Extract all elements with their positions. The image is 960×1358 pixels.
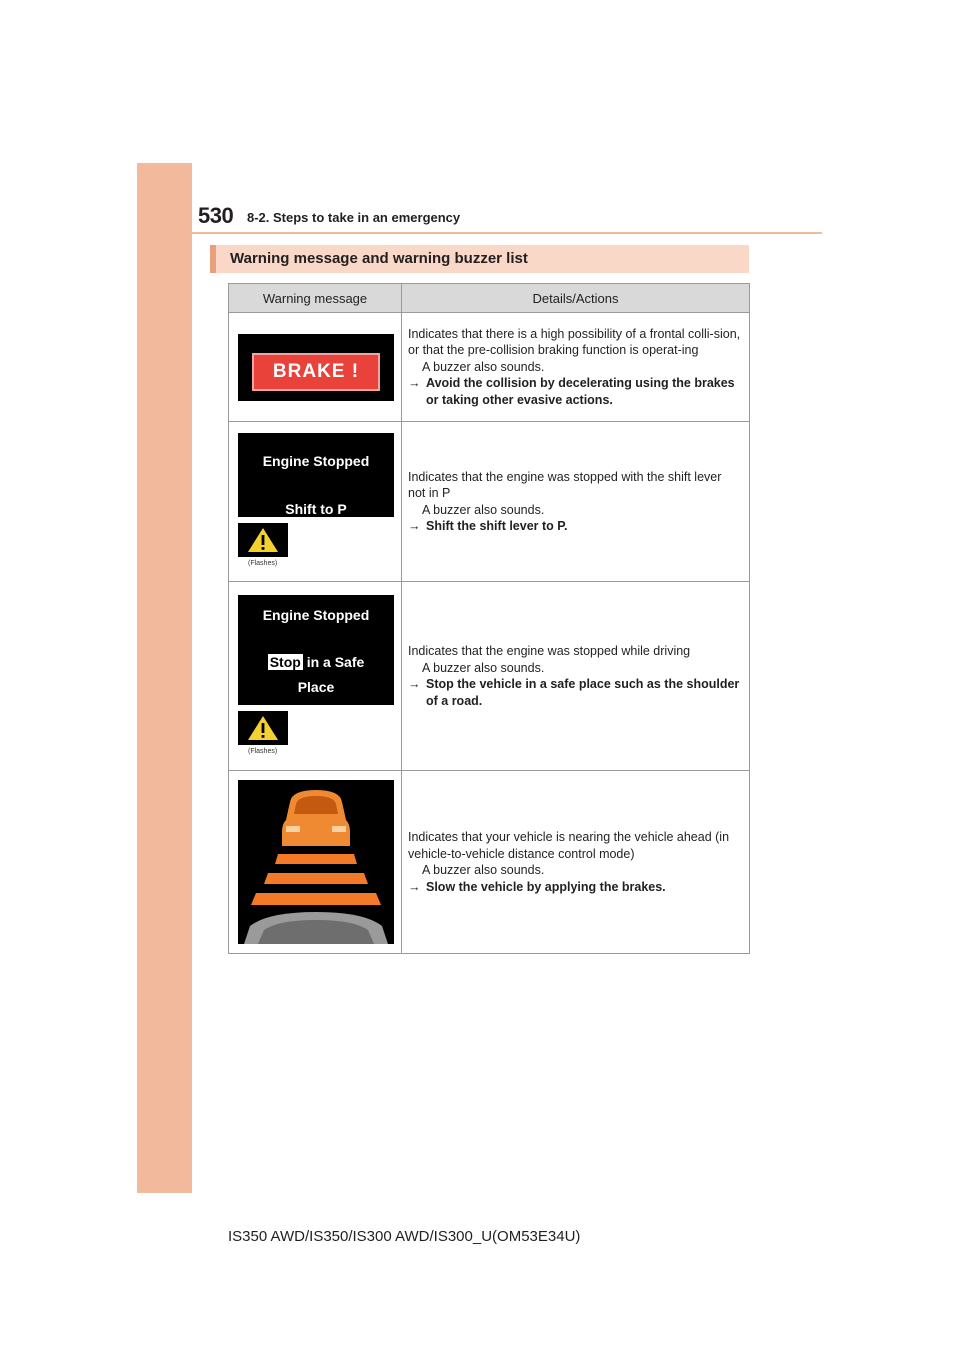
buzzer-note: A buzzer also sounds. bbox=[422, 660, 545, 675]
warning-triangle-icon bbox=[238, 523, 288, 557]
engine-stopped-safe-place-display bbox=[238, 595, 394, 705]
details-cell bbox=[402, 313, 750, 422]
display-line: Engine Stopped bbox=[262, 607, 370, 623]
section-heading: Warning message and warning buzzer list bbox=[230, 250, 528, 267]
warning-image-cell bbox=[229, 771, 402, 954]
warning-image-cell bbox=[229, 313, 402, 422]
flashes-label: (Flashes) bbox=[248, 560, 278, 567]
details-cell bbox=[402, 422, 750, 582]
brake-warning-text: BRAKE ! bbox=[252, 353, 380, 391]
vehicle-distance-icon bbox=[238, 780, 394, 944]
flashes-label: (Flashes) bbox=[248, 748, 278, 755]
arrow-icon: → bbox=[408, 376, 421, 391]
warning-table bbox=[228, 283, 750, 954]
action-text: Stop the vehicle in a safe place such as the shoulder of a road. bbox=[426, 677, 740, 708]
section-heading-bar bbox=[210, 245, 749, 273]
details-cell bbox=[402, 771, 750, 954]
table-row bbox=[229, 422, 750, 582]
warning-image-cell bbox=[229, 582, 402, 771]
vehicle-distance-display bbox=[238, 780, 394, 944]
display-highlight-word: Stop bbox=[269, 654, 301, 670]
action-text: Avoid the collision by decelerating using the brakes or taking other evasive actions. bbox=[426, 376, 735, 407]
row-description: Indicates that there is a high possibility of a frontal colli-sion, or that the pre-collision braking function is operat-ing bbox=[408, 326, 741, 358]
action-line bbox=[408, 676, 741, 709]
buzzer-note: A buzzer also sounds. bbox=[422, 502, 545, 517]
arrow-icon: → bbox=[408, 677, 421, 691]
warning-triangle-icon bbox=[238, 711, 288, 745]
action-line bbox=[408, 375, 741, 408]
table-row bbox=[229, 582, 750, 771]
arrow-icon: → bbox=[408, 879, 421, 894]
side-margin-bar bbox=[137, 163, 192, 1193]
warning-image-cell bbox=[229, 422, 402, 582]
display-line: Shift to P bbox=[285, 501, 347, 517]
display-line bbox=[238, 654, 394, 670]
buzzer-note: A buzzer also sounds. bbox=[422, 359, 545, 374]
header-rule bbox=[192, 232, 822, 234]
action-line bbox=[408, 518, 741, 535]
page-number: 530 bbox=[198, 203, 234, 228]
col-header-details-actions: Details/Actions bbox=[402, 284, 750, 313]
display-line: Place bbox=[297, 679, 335, 695]
action-text: Slow the vehicle by applying the brakes. bbox=[426, 879, 666, 894]
row-description: Indicates that your vehicle is nearing the vehicle ahead (in vehicle-to-vehicle distance control mode) bbox=[408, 830, 730, 861]
buzzer-note: A buzzer also sounds. bbox=[422, 863, 545, 877]
action-text: Shift the shift lever to P. bbox=[426, 519, 568, 533]
row-description: Indicates that the engine was stopped while driving bbox=[408, 644, 691, 658]
details-cell bbox=[402, 582, 750, 771]
footer-model-code: IS350 AWD/IS350/IS300 AWD/IS300_U(OM53E34U) bbox=[228, 1228, 581, 1245]
table-header-row bbox=[229, 284, 750, 313]
display-line: Engine Stopped bbox=[262, 453, 370, 469]
brake-warning-display bbox=[238, 334, 394, 401]
engine-stopped-display bbox=[238, 433, 394, 517]
row-description: Indicates that the engine was stopped with the shift lever not in P bbox=[408, 469, 722, 500]
section-title: 8-2. Steps to take in an emergency bbox=[247, 210, 461, 225]
col-header-warning-message: Warning message bbox=[229, 284, 402, 313]
table-row bbox=[229, 313, 750, 422]
arrow-icon: → bbox=[408, 519, 421, 533]
display-word: in a Safe bbox=[306, 654, 365, 670]
action-line bbox=[408, 879, 741, 896]
table-row bbox=[229, 771, 750, 954]
